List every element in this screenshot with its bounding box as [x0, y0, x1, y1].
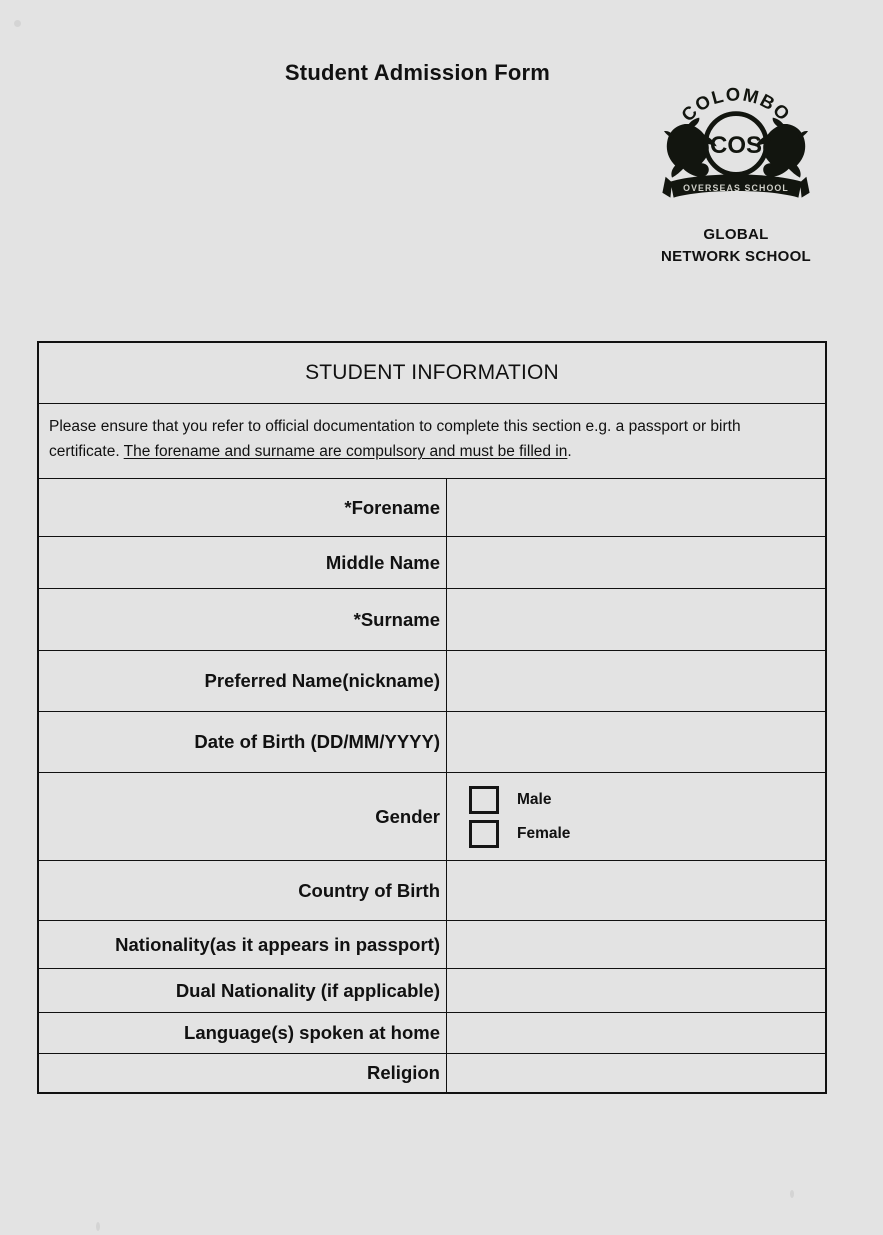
table-row [39, 920, 825, 968]
field-input-preferred-name[interactable] [447, 651, 825, 711]
table-row [39, 772, 825, 860]
school-crest-logo [656, 76, 816, 208]
field-input-languages[interactable] [447, 1013, 825, 1053]
table-row [39, 711, 825, 772]
scan-speck [96, 1222, 100, 1231]
table-row [39, 588, 825, 650]
field-label-date-of-birth: Date of Birth (DD/MM/YYYY) [39, 712, 447, 772]
scan-speck [790, 1190, 794, 1198]
field-input-religion[interactable] [447, 1054, 825, 1092]
field-label-surname: *Surname [39, 589, 447, 650]
brand-line-1: GLOBAL [703, 226, 769, 243]
field-label-nationality: Nationality(as it appears in passport) [39, 921, 447, 968]
field-label-forename: *Forename [39, 479, 447, 536]
table-row [39, 650, 825, 711]
table-row [39, 1053, 825, 1092]
gender-label-male: Male [517, 790, 552, 808]
student-information-table [37, 341, 827, 1094]
section-heading: STUDENT INFORMATION [305, 361, 559, 384]
field-input-surname[interactable] [447, 589, 825, 650]
table-row [39, 1012, 825, 1053]
table-row [39, 478, 825, 536]
field-label-dual-nationality: Dual Nationality (if applicable) [39, 969, 447, 1012]
field-input-forename[interactable] [447, 479, 825, 536]
field-label-gender: Gender [39, 773, 447, 860]
table-row [39, 968, 825, 1012]
field-input-gender [447, 773, 825, 860]
svg-text:COLOMBO: COLOMBO [676, 83, 796, 126]
instructions-text-tail: . [567, 443, 572, 461]
field-input-dual-nationality[interactable] [447, 969, 825, 1012]
field-label-middle-name: Middle Name [39, 537, 447, 588]
field-input-nationality[interactable] [447, 921, 825, 968]
brand-line-2: NETWORK SCHOOL [660, 247, 812, 265]
field-label-preferred-name: Preferred Name(nickname) [39, 651, 447, 711]
table-row [39, 536, 825, 588]
field-input-country-of-birth[interactable] [447, 861, 825, 920]
gender-option-female[interactable] [469, 820, 817, 848]
school-branding [636, 76, 836, 268]
brand-text [636, 224, 836, 268]
table-row [39, 860, 825, 920]
crest-banner [662, 174, 809, 197]
checkbox-female[interactable] [469, 820, 499, 848]
section-instructions [39, 403, 825, 478]
gender-option-male[interactable] [469, 786, 817, 814]
svg-text:OVERSEAS SCHOOL: OVERSEAS SCHOOL [683, 183, 789, 194]
page-title: Student Admission Form [284, 60, 551, 85]
field-input-middle-name[interactable] [447, 537, 825, 588]
checkbox-male[interactable] [469, 786, 499, 814]
gender-label-female: Female [517, 824, 571, 842]
instructions-text-lead: Please ensure that you refer to official documentation to complete this section e.g. a passport or birth certificate. [49, 418, 741, 461]
instructions-text-underlined: The forename and surname are compulsory and must be filled in [123, 443, 568, 461]
field-label-country-of-birth: Country of Birth [39, 861, 447, 920]
scan-speck [14, 20, 21, 27]
field-input-date-of-birth[interactable] [447, 712, 825, 772]
svg-text:COS: COS [709, 131, 763, 159]
gender-option-group [455, 782, 817, 852]
field-label-languages: Language(s) spoken at home [39, 1013, 447, 1053]
field-label-religion: Religion [39, 1054, 447, 1092]
